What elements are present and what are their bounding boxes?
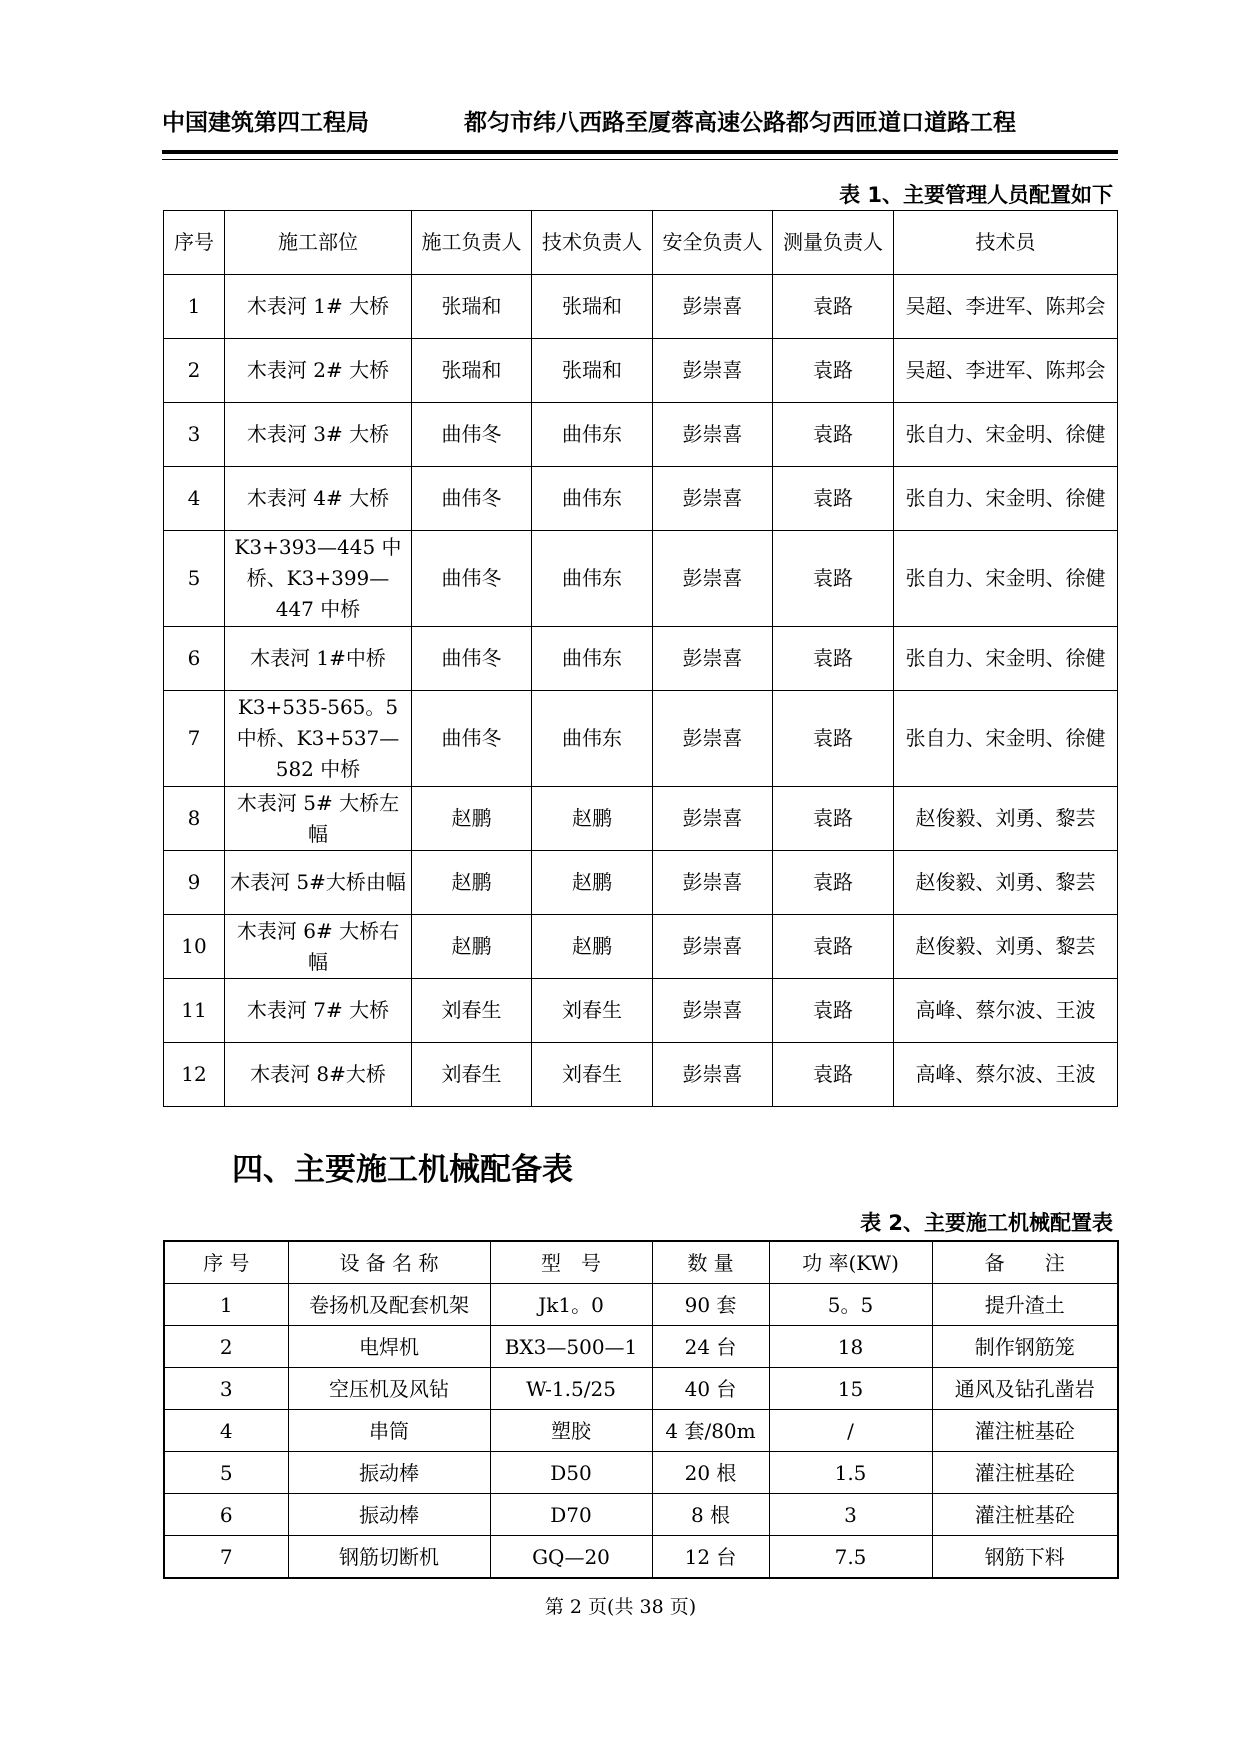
table-cell: 张自力、宋金明、徐健 <box>894 531 1118 627</box>
table-cell: 5 <box>164 531 225 627</box>
table-cell: 5 <box>164 1452 288 1494</box>
table-row <box>164 915 1118 979</box>
table-cell: 通风及钻孔凿岩 <box>932 1368 1118 1410</box>
table-row <box>164 1452 1118 1494</box>
table-cell: 4 <box>164 1410 288 1452</box>
table-cell: 振动棒 <box>288 1494 490 1536</box>
column-header: 序 号 <box>164 1241 288 1284</box>
table2-caption: 表 2、主要施工机械配置表 <box>860 1211 1113 1235</box>
table-cell: 彭崇喜 <box>653 467 773 531</box>
table-cell: 7.5 <box>769 1536 932 1579</box>
table-row <box>164 1326 1118 1368</box>
table-cell: 2 <box>164 339 225 403</box>
table-cell: 11 <box>164 979 225 1043</box>
table-cell: 4 套/80m <box>652 1410 769 1452</box>
column-header: 型 号 <box>490 1241 652 1284</box>
table-cell: 张自力、宋金明、徐健 <box>894 467 1118 531</box>
table-cell: 袁路 <box>773 851 894 915</box>
header-row <box>164 211 1118 275</box>
table-cell: 袁路 <box>773 787 894 851</box>
table-cell: / <box>769 1410 932 1452</box>
table-cell: 曲伟东 <box>532 627 653 691</box>
table-cell: 曲伟东 <box>532 403 653 467</box>
table-cell: 木表河 3# 大桥 <box>225 403 412 467</box>
table-cell: 张瑞和 <box>412 275 532 339</box>
table-cell: 串筒 <box>288 1410 490 1452</box>
table-cell: 木表河 8#大桥 <box>225 1043 412 1107</box>
table-cell: 10 <box>164 915 225 979</box>
table-cell: 刘春生 <box>532 979 653 1043</box>
table-cell: 木表河 5#大桥由幅 <box>225 851 412 915</box>
table-cell: 曲伟东 <box>532 467 653 531</box>
table-cell: 12 台 <box>652 1536 769 1579</box>
table-row <box>164 1043 1118 1107</box>
table-cell: Jk1。0 <box>490 1284 652 1326</box>
table-cell: BX3—500—1 <box>490 1326 652 1368</box>
column-header: 测量负责人 <box>773 211 894 275</box>
table1-caption: 表 1、主要管理人员配置如下 <box>839 183 1113 207</box>
table-cell: 彭崇喜 <box>653 275 773 339</box>
column-header: 施工部位 <box>225 211 412 275</box>
table-cell: 赵鹏 <box>532 787 653 851</box>
table-cell: 1.5 <box>769 1452 932 1494</box>
table-cell: 塑胶 <box>490 1410 652 1452</box>
table-cell: 18 <box>769 1326 932 1368</box>
company-name: 中国建筑第四工程局 <box>162 110 369 136</box>
table-cell: 6 <box>164 627 225 691</box>
table-cell: 吴超、李进军、陈邦会 <box>894 339 1118 403</box>
column-header: 技术负责人 <box>532 211 653 275</box>
table-cell: 彭崇喜 <box>653 691 773 787</box>
table-cell: 袁路 <box>773 915 894 979</box>
table-cell: 钢筋切断机 <box>288 1536 490 1579</box>
table-cell: 彭崇喜 <box>653 979 773 1043</box>
table-cell: 曲伟冬 <box>412 467 532 531</box>
table-row <box>164 467 1118 531</box>
table-cell: 3 <box>164 1368 288 1410</box>
header-row <box>164 1241 1118 1284</box>
column-header: 施工负责人 <box>412 211 532 275</box>
table-cell: 张自力、宋金明、徐健 <box>894 627 1118 691</box>
table-cell: 袁路 <box>773 1043 894 1107</box>
table-cell: 张瑞和 <box>412 339 532 403</box>
table-cell: 1 <box>164 1284 288 1326</box>
table-cell: 2 <box>164 1326 288 1368</box>
column-header: 技术员 <box>894 211 1118 275</box>
table-row <box>164 979 1118 1043</box>
table-cell: 赵鹏 <box>412 787 532 851</box>
table-cell: 赵鹏 <box>532 851 653 915</box>
table-cell: 赵俊毅、刘勇、黎芸 <box>894 851 1118 915</box>
table-row <box>164 339 1118 403</box>
table-cell: 曲伟冬 <box>412 531 532 627</box>
table-cell: 9 <box>164 851 225 915</box>
table-cell: 张瑞和 <box>532 275 653 339</box>
table-cell: 6 <box>164 1494 288 1536</box>
table-cell: 吴超、李进军、陈邦会 <box>894 275 1118 339</box>
table-cell: 木表河 5# 大桥左幅 <box>225 787 412 851</box>
table-cell: K3+393—445 中桥、K3+399—447 中桥 <box>225 531 412 627</box>
table-cell: 赵鹏 <box>412 915 532 979</box>
table-cell: 3 <box>769 1494 932 1536</box>
table-cell: 刘春生 <box>412 979 532 1043</box>
table-row <box>164 1284 1118 1326</box>
table-cell: 木表河 1#中桥 <box>225 627 412 691</box>
table-cell: 3 <box>164 403 225 467</box>
column-header: 数 量 <box>652 1241 769 1284</box>
table-cell: D70 <box>490 1494 652 1536</box>
table-cell: 木表河 1# 大桥 <box>225 275 412 339</box>
project-name: 都匀市纬八西路至厦蓉高速公路都匀西匝道口道路工程 <box>464 110 1016 136</box>
table-cell: 7 <box>164 691 225 787</box>
table-row <box>164 275 1118 339</box>
table-cell: 袁路 <box>773 467 894 531</box>
table-cell: 卷扬机及配套机架 <box>288 1284 490 1326</box>
table-cell: 张自力、宋金明、徐健 <box>894 403 1118 467</box>
table-cell: 赵俊毅、刘勇、黎芸 <box>894 915 1118 979</box>
table-cell: 灌注桩基砼 <box>932 1494 1118 1536</box>
table-cell: 张瑞和 <box>532 339 653 403</box>
column-header: 设 备 名 称 <box>288 1241 490 1284</box>
table-cell: 袁路 <box>773 627 894 691</box>
table-cell: 赵鹏 <box>412 851 532 915</box>
table-cell: 曲伟冬 <box>412 403 532 467</box>
table-cell: 制作钢筋笼 <box>932 1326 1118 1368</box>
table-cell: 曲伟东 <box>532 691 653 787</box>
table-cell: 袁路 <box>773 691 894 787</box>
table-row <box>164 403 1118 467</box>
column-header: 安全负责人 <box>653 211 773 275</box>
table-cell: 木表河 2# 大桥 <box>225 339 412 403</box>
table-cell: 袁路 <box>773 979 894 1043</box>
table-cell: 12 <box>164 1043 225 1107</box>
table-cell: 4 <box>164 467 225 531</box>
table-cell: 7 <box>164 1536 288 1579</box>
section-title: 四、主要施工机械配备表 <box>232 1152 573 1188</box>
table-cell: 电焊机 <box>288 1326 490 1368</box>
table-cell: D50 <box>490 1452 652 1494</box>
table-cell: GQ—20 <box>490 1536 652 1579</box>
table-cell: 1 <box>164 275 225 339</box>
table-cell: 20 根 <box>652 1452 769 1494</box>
table-cell: 张自力、宋金明、徐健 <box>894 691 1118 787</box>
table-cell: 灌注桩基砼 <box>932 1452 1118 1494</box>
table-cell: 90 套 <box>652 1284 769 1326</box>
table-cell: 曲伟冬 <box>412 691 532 787</box>
table-cell: 袁路 <box>773 339 894 403</box>
table-cell: 彭崇喜 <box>653 531 773 627</box>
table-cell: 15 <box>769 1368 932 1410</box>
table-cell: 刘春生 <box>412 1043 532 1107</box>
table-cell: 8 根 <box>652 1494 769 1536</box>
table-cell: 刘春生 <box>532 1043 653 1107</box>
table-row <box>164 627 1118 691</box>
management-staff-table <box>163 210 1118 1107</box>
table-cell: 40 台 <box>652 1368 769 1410</box>
table-cell: 8 <box>164 787 225 851</box>
page-number: 第 2 页(共 38 页) <box>544 1596 697 1618</box>
table-cell: 钢筋下料 <box>932 1536 1118 1579</box>
table-cell: 赵鹏 <box>532 915 653 979</box>
table-cell: 曲伟东 <box>532 531 653 627</box>
table-cell: 24 台 <box>652 1326 769 1368</box>
table-cell: 彭崇喜 <box>653 1043 773 1107</box>
column-header: 备 注 <box>932 1241 1118 1284</box>
table-row <box>164 1536 1118 1579</box>
table-cell: 空压机及风钻 <box>288 1368 490 1410</box>
table-cell: 彭崇喜 <box>653 403 773 467</box>
table-cell: 袁路 <box>773 275 894 339</box>
table-cell: 袁路 <box>773 403 894 467</box>
column-header: 功 率(KW) <box>769 1241 932 1284</box>
table-cell: 灌注桩基砼 <box>932 1410 1118 1452</box>
table-cell: 高峰、蔡尔波、王波 <box>894 979 1118 1043</box>
table-cell: 振动棒 <box>288 1452 490 1494</box>
table-cell: 彭崇喜 <box>653 851 773 915</box>
table-cell: 5。5 <box>769 1284 932 1326</box>
table-row <box>164 851 1118 915</box>
table-cell: 袁路 <box>773 531 894 627</box>
table-cell: 木表河 7# 大桥 <box>225 979 412 1043</box>
table-cell: 赵俊毅、刘勇、黎芸 <box>894 787 1118 851</box>
table-cell: W-1.5/25 <box>490 1368 652 1410</box>
table-cell: 高峰、蔡尔波、王波 <box>894 1043 1118 1107</box>
machinery-table <box>163 1240 1119 1579</box>
table-row <box>164 691 1118 787</box>
table-cell: 彭崇喜 <box>653 339 773 403</box>
table-row <box>164 787 1118 851</box>
table-cell: 木表河 6# 大桥右幅 <box>225 915 412 979</box>
table-cell: 彭崇喜 <box>653 915 773 979</box>
table-cell: 曲伟冬 <box>412 627 532 691</box>
column-header: 序号 <box>164 211 225 275</box>
header-rule-thick <box>162 150 1118 154</box>
table-cell: 彭崇喜 <box>653 627 773 691</box>
table-cell: 提升渣土 <box>932 1284 1118 1326</box>
table-row <box>164 1494 1118 1536</box>
table-cell: K3+535-565。5 中桥、K3+537—582 中桥 <box>225 691 412 787</box>
table-row <box>164 1410 1118 1452</box>
table-row <box>164 531 1118 627</box>
header-rule-thin <box>162 159 1118 160</box>
table-cell: 彭崇喜 <box>653 787 773 851</box>
table-cell: 木表河 4# 大桥 <box>225 467 412 531</box>
table-row <box>164 1368 1118 1410</box>
